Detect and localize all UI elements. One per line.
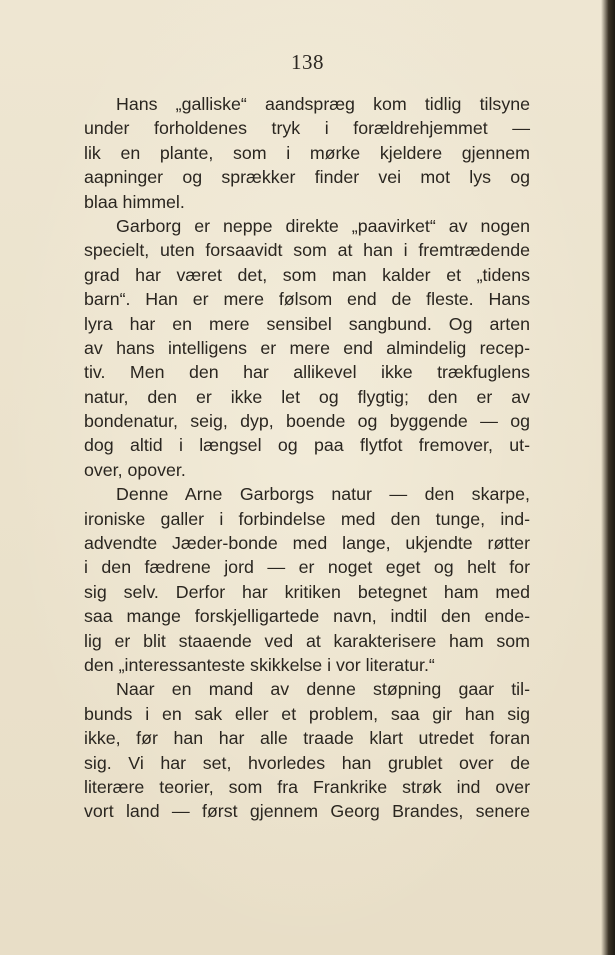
text-line: den „interessanteste skikkelse i vor literatur.“	[84, 654, 435, 675]
text-line: ikke, før han har alle traade klart utredet foran	[84, 728, 530, 749]
text-line: dog altid i længsel og paa flytfot fremover, ut-	[84, 435, 530, 456]
text-line: lik en plante, som i mørke kjeldere gjennem	[84, 142, 530, 163]
text-line: Denne Arne Garborgs natur — den skarpe,	[116, 484, 530, 505]
text-line: ironiske galler i forbindelse med den tunge, ind-	[84, 508, 530, 529]
text-line: under forholdenes tryk i forældrehjemmet —	[84, 118, 530, 139]
text-line: over, opover.	[84, 459, 186, 480]
text-line: specielt, uten forsaavidt som at han i fremtrædende	[84, 240, 530, 261]
text-line: vort land — først gjennem Georg Brandes, senere	[84, 801, 530, 822]
text-line: natur, den er ikke let og flygtig; den er av	[84, 386, 530, 407]
text-line: bunds i en sak eller et problem, saa gir han sig	[84, 703, 530, 724]
text-line: lig er blit staaende ved at karakterisere ham som	[84, 630, 530, 651]
text-line: Garborg er neppe direkte „paavirket“ av nogen	[116, 215, 530, 236]
text-line: grad har været det, som man kalder et „tidens	[84, 264, 530, 285]
text-line: literære teorier, som fra Frankrike strøk ind over	[84, 776, 530, 797]
text-line: bondenatur, seig, dyp, boende og byggende — og	[84, 411, 530, 432]
text-line: tiv. Men den har allikevel ikke trækfuglens	[84, 362, 530, 383]
text-line: lyra har en mere sensibel sangbund. Og arten	[84, 313, 530, 334]
text-line: blaa himmel.	[84, 191, 185, 212]
text-line: saa mange forskjelligartede navn, indtil den ende-	[84, 606, 530, 627]
book-spine-shadow	[601, 0, 615, 955]
text-line: av hans intelligens er mere end almindelig recep-	[84, 337, 530, 358]
text-line: sig selv. Derfor har kritiken betegnet ham med	[84, 581, 530, 602]
text-line: Hans „galliske“ aandspræg kom tidlig tilsyne	[116, 94, 530, 114]
text-line: barn“. Han er mere følsom end de fleste. Hans	[84, 289, 530, 310]
text-line: sig. Vi har set, hvorledes han grublet over de	[84, 752, 530, 773]
text-line: advendte Jæder-bonde med lange, ukjendte røtter	[84, 533, 530, 554]
page-number: 138	[291, 50, 324, 74]
text-line: i den fædrene jord — er noget eget og helt for	[84, 557, 530, 578]
body-text	[84, 92, 530, 824]
text-line: Naar en mand av denne støpning gaar til-	[116, 679, 530, 700]
text-line: aapninger og sprækker finder vei mot lys og	[84, 167, 530, 188]
